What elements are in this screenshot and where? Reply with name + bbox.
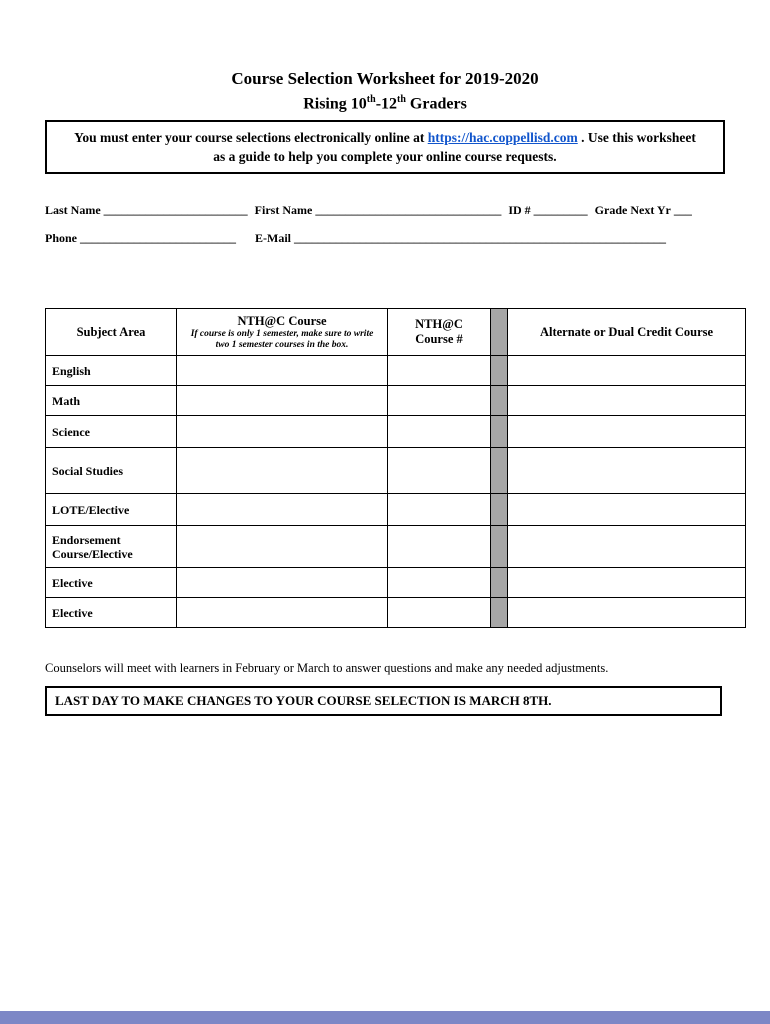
alternate-course-cell[interactable] [508, 386, 746, 416]
alternate-course-cell[interactable] [508, 416, 746, 448]
nthc-course-number-cell[interactable] [388, 598, 491, 628]
table-row-math [46, 386, 746, 416]
header-nthc-course [177, 309, 388, 356]
subject-cell: Social Studies [46, 448, 177, 494]
header-alternate-course: Alternate or Dual Credit Course [508, 309, 746, 356]
phone-email-line [45, 230, 728, 246]
header-course-number-line2: Course # [415, 332, 463, 347]
student-info-fields [45, 202, 728, 246]
gray-divider-header [491, 309, 508, 356]
header-nthc-course-title: NTH@C Course [237, 313, 327, 328]
id-label: ID # [508, 203, 531, 218]
subtitle-part: Rising 10 [303, 95, 367, 113]
gray-divider-cell [491, 448, 508, 494]
alternate-course-cell[interactable] [508, 526, 746, 568]
page-title: Course Selection Worksheet for 2019-2020 [231, 69, 539, 88]
grade-next-yr-blank[interactable]: ___ [673, 203, 692, 218]
gray-divider-cell [491, 356, 508, 386]
table-row-english [46, 356, 746, 386]
header-nthc-course-note: If course is only 1 semester, make sure to write two 1 semester courses in the box. [190, 328, 374, 350]
alternate-course-cell[interactable] [508, 568, 746, 598]
table-row-lote-elective [46, 494, 746, 526]
nthc-course-cell[interactable] [177, 526, 388, 568]
subject-cell: Elective [46, 598, 177, 628]
table-row-elective-2 [46, 598, 746, 628]
header-course-number-line1: NTH@C [415, 317, 463, 332]
phone-label: Phone [45, 231, 78, 246]
online-entry-notice [45, 120, 725, 174]
gray-divider-cell [491, 416, 508, 448]
bottom-bar [0, 1011, 770, 1024]
subject-cell: English [46, 356, 177, 386]
alternate-course-cell[interactable] [508, 356, 746, 386]
nthc-course-number-cell[interactable] [388, 448, 491, 494]
notice-text-before: You must enter your course selections electronically online at [74, 130, 428, 146]
subtitle-superscript: th [397, 94, 406, 105]
subject-cell: Endorsement Course/Elective [46, 526, 177, 568]
nthc-course-number-cell[interactable] [388, 386, 491, 416]
table-header-row [46, 309, 746, 356]
subtitle-part: -12 [375, 95, 398, 113]
table-row-social-studies [46, 448, 746, 494]
deadline-notice: LAST DAY TO MAKE CHANGES TO YOUR COURSE SELECTION IS MARCH 8TH. [45, 686, 722, 716]
gray-divider-cell [491, 598, 508, 628]
gray-divider-cell [491, 568, 508, 598]
nthc-course-cell[interactable] [177, 386, 388, 416]
nthc-course-cell[interactable] [177, 356, 388, 386]
course-selection-table [45, 308, 746, 628]
gray-divider-cell [491, 386, 508, 416]
alternate-course-cell[interactable] [508, 598, 746, 628]
nthc-course-number-cell[interactable] [388, 356, 491, 386]
email-label: E-Mail [255, 231, 292, 246]
name-id-line [45, 202, 728, 218]
hac-link[interactable]: https://hac.coppellisd.com [427, 130, 578, 146]
alternate-course-cell[interactable] [508, 494, 746, 526]
table-row-science [46, 416, 746, 448]
subject-cell: Science [46, 416, 177, 448]
table-row-elective-1 [46, 568, 746, 598]
phone-blank[interactable]: __________________________ [80, 231, 237, 246]
subject-cell: Math [46, 386, 177, 416]
id-blank[interactable]: _________ [533, 203, 588, 218]
gray-divider-cell [491, 526, 508, 568]
email-blank[interactable]: ______________________________________________________________ [294, 231, 667, 246]
subject-cell: Elective [46, 568, 177, 598]
alternate-course-cell[interactable] [508, 448, 746, 494]
nthc-course-cell[interactable] [177, 494, 388, 526]
notice-text-after: . Use this worksheet as a guide to help you complete your online course requests. [213, 130, 696, 165]
subtitle-part: Graders [405, 95, 467, 113]
last-name-blank[interactable]: ________________________ [103, 203, 248, 218]
last-name-label: Last Name [45, 203, 101, 218]
nthc-course-number-cell[interactable] [388, 416, 491, 448]
grade-next-yr-label: Grade Next Yr [594, 203, 671, 218]
page-subtitle [0, 90, 770, 114]
table-row-endorsement [46, 526, 746, 568]
subtitle-superscript: th [366, 94, 376, 105]
nthc-course-cell[interactable] [177, 448, 388, 494]
subject-cell: LOTE/Elective [46, 494, 177, 526]
nthc-course-number-cell[interactable] [388, 568, 491, 598]
nthc-course-cell[interactable] [177, 416, 388, 448]
nthc-course-number-cell[interactable] [388, 526, 491, 568]
nthc-course-cell[interactable] [177, 568, 388, 598]
header-nthc-course-number [388, 309, 491, 356]
counselors-note: Counselors will meet with learners in February or March to answer questions and make any needed adjustments. [45, 661, 609, 676]
header-subject-area: Subject Area [46, 309, 177, 356]
first-name-label: First Name [254, 203, 313, 218]
nthc-course-cell[interactable] [177, 598, 388, 628]
gray-divider-cell [491, 494, 508, 526]
first-name-blank[interactable]: _______________________________ [315, 203, 502, 218]
nthc-course-number-cell[interactable] [388, 494, 491, 526]
